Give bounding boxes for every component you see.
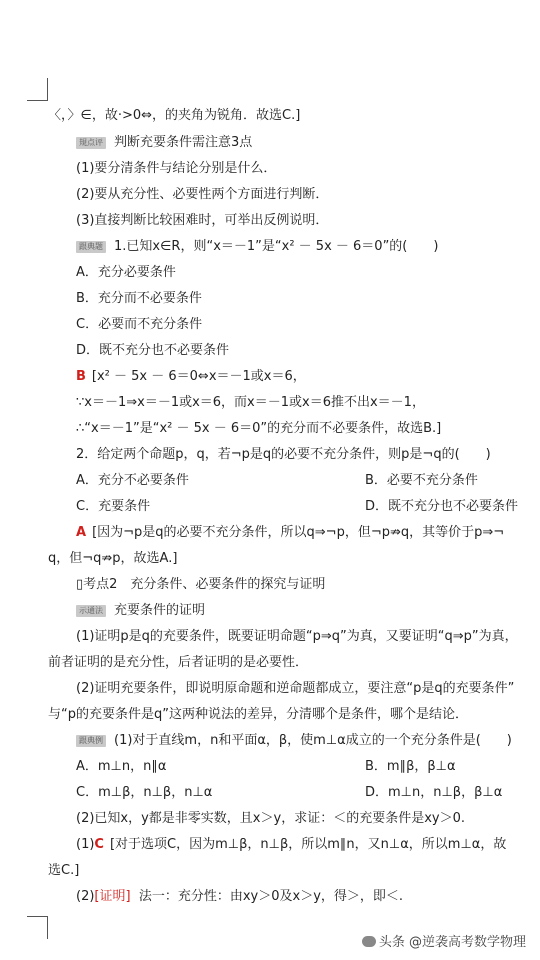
option-d-text: D．既不充分也不必要条件 (365, 499, 519, 514)
text-line: (2)证明充要条件，即说明原命题和逆命题都成立，要注意“p是q的充要条件” (76, 681, 515, 696)
text-line: (1)要分清条件与结论分别是什么． (76, 161, 277, 176)
question-1 (76, 239, 518, 255)
option-a (76, 473, 518, 489)
text-line: 与“p的充要条件是q”这两种说法的差异，分清哪个是条件，哪个是结论． (48, 707, 468, 722)
method-title: 充要条件的证明 (114, 603, 206, 618)
text-line: 前者证明的是充分性，后者证明的是必要性． (48, 655, 309, 670)
tip-heading (76, 135, 518, 151)
answer-letter: B (76, 369, 86, 384)
option-c-text: C．充要条件 (76, 499, 151, 514)
text-line: ∴“x＝－1”是“x² － 5x － 6＝0”的充分而不必要条件，故选B.] (76, 421, 442, 436)
option-c (76, 499, 518, 515)
tip-tag-icon: 規点评 (76, 137, 106, 149)
solution-prefix: (2) (76, 889, 95, 904)
text-line: q，但¬q⇏p，故选A.] (48, 551, 178, 566)
watermark-text: 头条 @逆袭高考数学物理 (378, 935, 526, 950)
option-b-text: B．必要不充分条件 (365, 473, 478, 488)
solution-2 (76, 889, 518, 905)
method-heading (76, 603, 518, 619)
answer-letter: A (76, 525, 87, 540)
text-line: (2)要从充分性、必要性两个方面进行判断． (76, 187, 329, 202)
proof-label: [证明] (94, 889, 131, 904)
text-line: (3)直接判断比较困难时，可举出反例说明． (76, 213, 329, 228)
answer-letter: C (94, 837, 104, 852)
option-b: B．充分而不必要条件 (76, 291, 202, 306)
page-corner-mark-top (27, 78, 48, 101)
option-d-text: D．m⊥n，n⊥β，β⊥α (365, 785, 503, 800)
question-1-text: 1.已知x∈R，则“x＝－1”是“x² － 5x － 6＝0”的( ) (114, 239, 439, 254)
option-c (76, 785, 518, 801)
option-c-text: C．m⊥β，n⊥β，n⊥α (76, 785, 213, 800)
option-d: D．既不充分也不必要条件 (76, 343, 230, 358)
watermark-logo-icon (362, 936, 376, 947)
example-tag-icon: 跟典例 (76, 735, 106, 747)
method-tag-icon: 示通法 (76, 605, 106, 617)
option-a-text: A．充分不必要条件 (76, 473, 189, 488)
answer-1-text: [x² － 5x － 6＝0⇔x＝－1或x＝6， (91, 369, 306, 384)
answer-1 (76, 369, 518, 385)
answer-2-text: [因为¬p是q的必要不充分条件，所以q⇒¬p，但¬p⇏q，其等价于p⇒¬ (92, 525, 505, 540)
option-c: C．必要而不充分条件 (76, 317, 203, 332)
option-b-text: B．m∥β，β⊥α (365, 759, 456, 774)
text-line: 〈，〉∈，故·>0⇔，的夹角为锐角．故选C.] (48, 108, 301, 123)
tip-title: 判断充要条件需注意3点 (114, 135, 253, 150)
example-question-1 (76, 733, 518, 749)
example-question-1-text: (1)对于直线m，n和平面α，β，使m⊥α成立的一个充分条件是( ) (114, 733, 512, 748)
option-a: A．充分必要条件 (76, 265, 176, 280)
answer-2 (76, 525, 518, 541)
text-line: 选C.] (48, 863, 80, 878)
solution-1-text: [对于选项C，因为m⊥β，n⊥β，所以m∥n，又n⊥α，所以m⊥α，故 (109, 837, 507, 852)
section-heading: ▯考点2 充分条件、必要条件的探究与证明 (76, 577, 326, 592)
solution-2-text: 法一：充分性：由xy＞0及x＞y，得＞，即＜. (138, 889, 404, 904)
page-corner-mark-bottom (27, 916, 48, 939)
option-a-text: A．m⊥n，n∥α (76, 759, 167, 774)
solution-1 (76, 837, 518, 853)
example-question-2: (2)已知x，y都是非零实数，且x＞y，求证：＜的充要条件是xy＞0. (76, 811, 465, 826)
option-a (76, 759, 518, 775)
text-line: (1)证明p是q的充要条件，既要证明命题“p⇒q”为真，又要证明“q⇒p”为真， (76, 629, 518, 644)
question-2: 2．给定两个命题p，q，若¬p是q的必要不充分条件，则p是¬q的( ) (76, 447, 491, 462)
solution-prefix: (1) (76, 837, 95, 852)
example-tag-icon: 跟典题 (76, 241, 106, 253)
text-line: ∵x＝－1⇒x＝－1或x＝6，而x＝－1或x＝6推不出x＝－1， (76, 395, 425, 410)
watermark (362, 931, 526, 950)
